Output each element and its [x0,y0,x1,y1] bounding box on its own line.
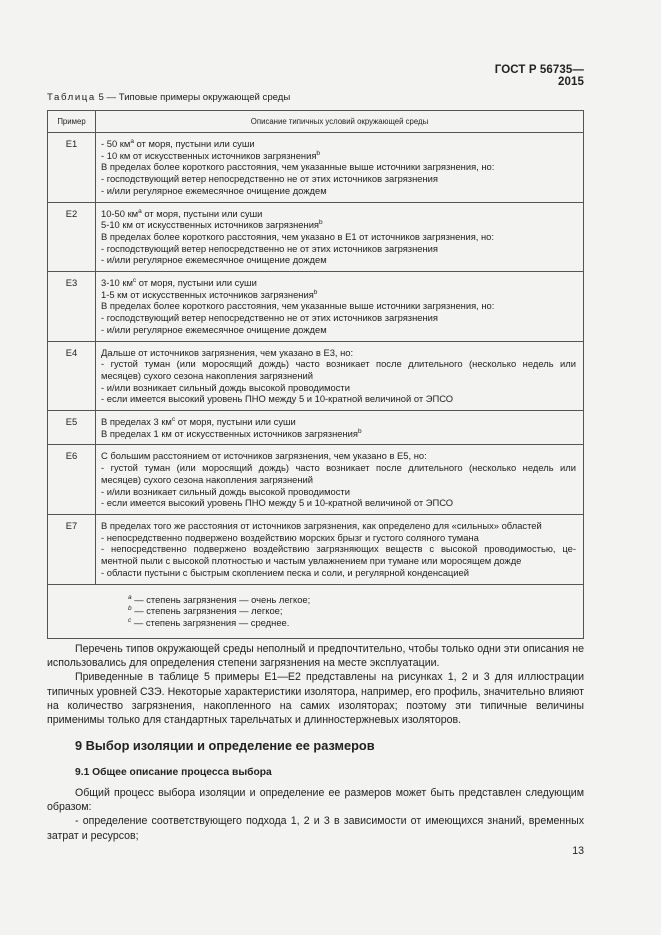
line-text: В пределах 3 км [101,416,172,428]
footnote-mark: b [313,288,318,296]
table-note [128,594,583,606]
description-line [101,358,576,370]
description-line [101,416,576,428]
example-id-cell: E7 [48,514,96,584]
footnote-mark: b [357,427,362,435]
description-line [101,370,576,382]
description-line [101,324,576,336]
environment-table [47,110,584,639]
description-line [101,382,576,394]
column-header-example: Пример [48,111,96,133]
column-header-description: Описание типичных условий окружающей среды [96,111,584,133]
table-note [128,617,583,629]
line-text: месяцев) сухого сезона накопления загрязнений [101,369,314,381]
line-text: - господствующий ветер непосредственно не от этих источников загрязнения [101,173,438,185]
section-title: 9 Выбор изоляции и определение ее размеров [75,738,375,753]
description-line [101,555,576,567]
line-text: месяцев) сухого сезона накопления загрязнений [101,473,314,485]
footnote-mark: a [138,207,142,215]
description-line [101,474,576,486]
line-text: - и/или регулярное ежемесячное очищение дождем [101,254,327,266]
description-line [101,532,576,544]
page-number: 13 [572,845,584,857]
description-line [101,543,576,555]
subsection-title: 9.1 Общее описание процесса выбора [75,767,272,778]
footnote-mark: a [128,593,132,601]
description-line [101,219,576,231]
line-text: - густой туман (или моросящий дождь) часто возникает после длительного (несколько недель или [101,358,576,370]
paragraph: Общий процесс выбора изоляции и определение ее размеров может быть представлен следующим образом: [47,787,584,814]
example-id-cell: E5 [48,411,96,445]
description-line [101,243,576,255]
paragraph: - определение соответствующего подхода 1, 2 и 3 в зависимости от имеющихся знаний, временных затрат и ресурсов; [47,815,584,842]
line-text: - 10 км от искусственных источников загрязнения [101,149,317,161]
footnote-mark: b [128,605,132,613]
table-caption-text: 5 — Типовые примеры окружающей среды [95,92,291,103]
line-text: 5-10 км от искусственных источников загрязнения [101,219,320,231]
description-line [101,185,576,197]
description-line [101,150,576,162]
line-text: В пределах более короткого расстояния, чем указанные выше источники загрязнения, но: [101,300,495,312]
table-row [48,445,584,515]
table-row [48,272,584,342]
footnote-mark: c [128,616,132,624]
description-line [101,393,576,405]
paragraph: Приведенные в таблице 5 примеры E1—E2 представлены на рисунках 1, 2 и 3 для иллюстрации типичных уровней СЗЭ. Некоторые характеристики изолятора, например, его профиль, значительно влияют на количество загрязнения, накопленного на самих изоляторах; поэтому эти типичные величины применимы только для стандартных тарельчатых и длинностержневых изоляторов. [47,671,584,727]
line-text: - и/или возникает сильный дождь высокой проводимости [101,381,350,393]
description-line [101,300,576,312]
line-text: от моря, пустыни или суши [141,207,263,219]
line-text: 3-10 км [101,277,133,289]
line-text: С большим расстоянием от источников загрязнения, чем указано в E5, но: [101,450,427,462]
description-line [101,208,576,220]
line-text: В пределах более короткого расстояния, чем указанные выше источники загрязнения, но: [101,161,495,173]
paragraph: Перечень типов окружающей среды неполный и предпочтительно, чтобы только одни эти описания не использовались для определения степени загрязнения на месте эксплуатации. [47,643,584,670]
description-line [101,428,576,440]
note-text: — степень загрязнения — среднее. [131,616,290,628]
line-text: - непосредственно подвержено воздействию морских брызг и густого соляного тумана [101,531,479,543]
line-text: - и/или регулярное ежемесячное очищение дождем [101,184,327,196]
line-text: 1-5 км от искусственных источников загрязнения [101,288,314,300]
description-line [101,450,576,462]
table-header-row [48,111,584,133]
example-id-cell: E4 [48,341,96,411]
table-note [128,605,583,617]
table-row [48,202,584,272]
footnote-mark: c [171,416,176,424]
description-cell [96,341,584,411]
example-id-cell: E2 [48,202,96,272]
description-cell [96,514,584,584]
line-text: В пределах 1 км от искусственных источников загрязнения [101,427,358,439]
table-row [48,514,584,584]
line-text: 10-50 км [101,207,139,219]
line-text: В пределах того же расстояния от источников загрязнения, как определено для «сильных» областей [101,519,542,531]
line-text: - густой туман (или моросящий дождь) часто возникает после длительного (несколько недель или [101,462,576,474]
line-text: - и/или регулярное ежемесячное очищение дождем [101,323,327,335]
table-row [48,341,584,411]
line-text: В пределах более короткого расстояния, чем указано в E1 от источников загрязнения, но: [101,230,495,242]
description-line [101,173,576,185]
line-text: ментной пыли с высокой плотностью и частым увлажнением при тумане или моросящем дожде [101,555,522,567]
footnote-mark: a [130,138,134,145]
footnote-mark: c [132,277,137,285]
line-text: - 50 км [101,138,131,149]
description-line [101,347,576,359]
line-text: - господствующий ветер непосредственно не от этих источников загрязнения [101,312,438,324]
example-id-cell: E1 [48,133,96,203]
description-line [101,486,576,498]
description-line [101,462,576,474]
description-line [101,277,576,289]
line-text: от моря, пустыни или суши [136,277,257,289]
line-text: - непосредственно подвержено воздействию загрязняющих веществ с высокой проводимостью, це- [101,543,576,555]
example-id-cell: E3 [48,272,96,342]
note-text: — степень загрязнения — легкое; [131,605,283,617]
description-line [101,231,576,243]
description-cell [96,445,584,515]
line-text: от моря, пустыни или суши [133,138,255,149]
description-line [101,567,576,579]
line-text: от моря, пустыни или суши [175,416,296,428]
description-line [101,520,576,532]
description-line [101,161,576,173]
table-notes [48,584,584,638]
table-row [48,133,584,203]
description-cell [96,411,584,445]
description-cell [96,133,584,203]
table-caption [47,92,290,103]
example-id-cell: E6 [48,445,96,515]
description-line [101,289,576,301]
table-notes-row [48,584,584,638]
table-row [48,411,584,445]
table-caption-prefix: Таблица [47,92,96,103]
line-text: - если имеется высокий уровень ПНО между 5 и 10-кратной величиной от ЭПСО [101,393,454,405]
line-text: - области пустыни с быстрым скоплением песка и соли, и регулярной конденсацией [101,566,469,578]
description-line [101,497,576,509]
line-text: Дальше от источников загрязнения, чем указано в E3, но: [101,346,354,358]
line-text: - и/или возникает сильный дождь высокой проводимости [101,485,350,497]
description-line [101,138,576,150]
description-line [101,254,576,266]
line-text: - господствующий ветер непосредственно не от этих источников загрязнения [101,242,438,254]
paragraph-block-1 [47,642,584,727]
footnote-mark: b [319,219,323,227]
note-text: — степень загрязнения — очень легкое; [131,593,311,605]
description-cell [96,272,584,342]
table-body [48,133,584,585]
description-line [101,312,576,324]
footnote-mark: b [316,149,321,157]
paragraph-block-2 [47,786,584,843]
description-cell [96,202,584,272]
document-code: ГОСТ Р 56735—2015 [494,64,584,88]
line-text: - если имеется высокий уровень ПНО между 5 и 10-кратной величиной от ЭПСО [101,497,454,509]
